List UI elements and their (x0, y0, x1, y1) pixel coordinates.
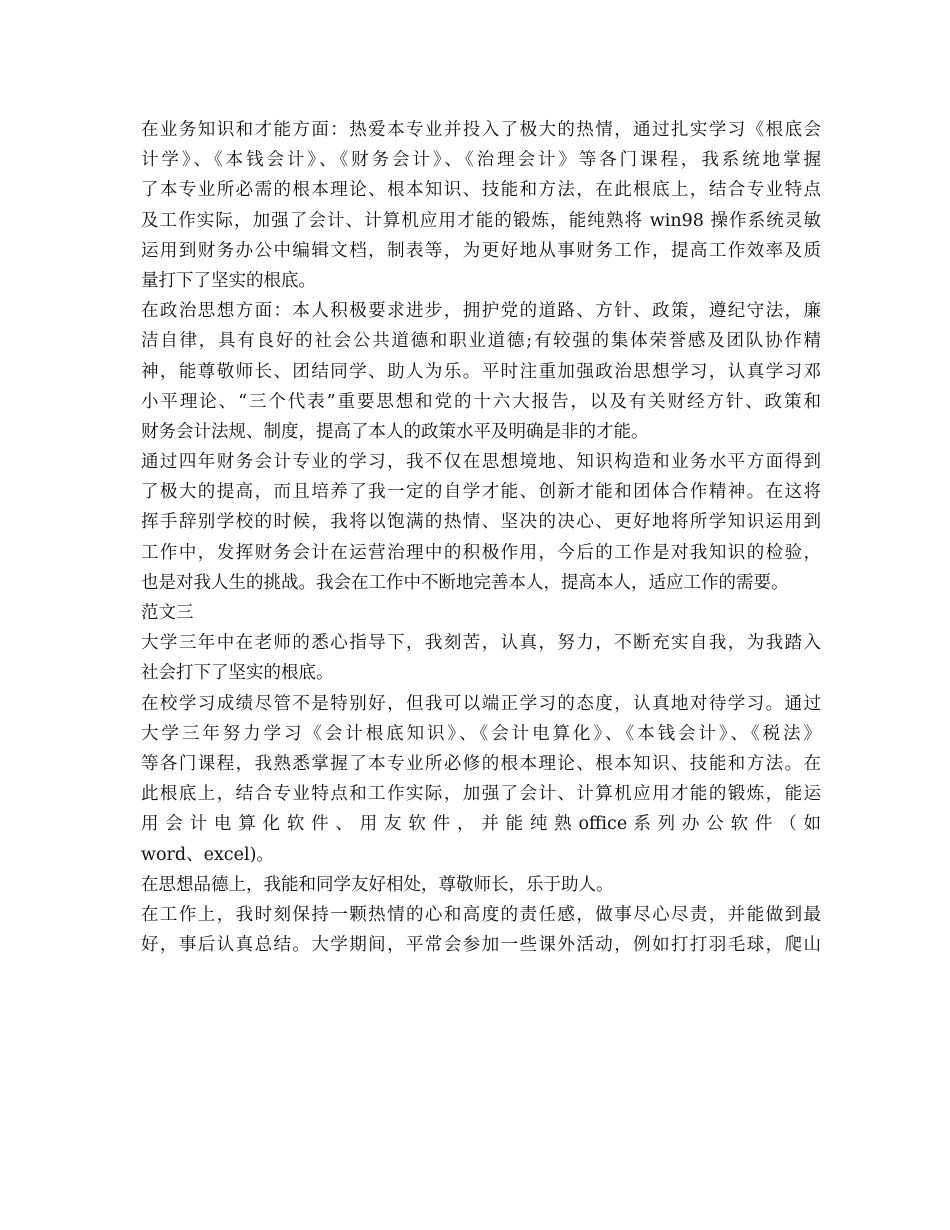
text-line: 在校学习成绩尽管不是特别好，但我可以端正学习的态度，认真地对待学习。通过 (141, 693, 821, 714)
text-line: 用 会 计 电 算 化 软 件 、 用 友 软 件 ， 并 能 纯 熟 office 系 列 办 公 软 件 （ 如 (141, 814, 821, 835)
text-line: 了极大的提高，而且培养了我一定的自学才能、创新才能和团体合作精神。在这将 (141, 482, 821, 503)
text-line: 计学》、《本钱会计》、《财务会计》、《治理会计》等各门课程，我系统地掌握 (141, 150, 821, 171)
text-line: 也是对我人生的挑战。我会在工作中不断地完善本人，提高本人，适应工作的需要。 (141, 572, 789, 593)
text-line: 大学三年中在老师的悉心指导下，我刻苦，认真，努力，不断充实自我，为我踏入 (141, 633, 821, 654)
text-line: 及工作实际，加强了会计、计算机应用才能的锻炼，能纯熟将 win98 操作系统灵敏 (141, 210, 821, 231)
text-line: 在思想品德上，我能和同学友好相处，尊敬师长，乐于助人。 (141, 874, 614, 895)
text-line: 量打下了坚实的根底。 (141, 270, 316, 291)
text-line: 好，事后认真总结。大学期间，平常会参加一些课外活动，例如打打羽毛球，爬山 (141, 935, 821, 956)
text-line: 在工作上，我时刻保持一颗热情的心和高度的责任感，做事尽心尽责，并能做到最 (141, 904, 821, 925)
text-line: 了本专业所必需的根本理论、根本知识、技能和方法，在此根底上，结合专业特点 (141, 180, 821, 201)
text-line: 通过四年财务会计专业的学习，我不仅在思想境地、知识构造和业务水平方面得到 (141, 452, 821, 473)
text-line: 社会打下了坚实的根底。 (141, 663, 334, 684)
text-line: word、excel)。 (141, 844, 274, 865)
text-line: 在政治思想方面：本人积极要求进步，拥护党的道路、方针、政策，遵纪守法，廉 (141, 301, 821, 322)
text-line: 在业务知识和才能方面：热爱本专业并投入了极大的热情，通过扎实学习《根底会 (141, 120, 821, 140)
text-line: 大学三年努力学习《会计根底知识》、《会计电算化》、《本钱会计》、《税法》 (141, 723, 821, 744)
document-body (141, 115, 821, 960)
text-line: 神，能尊敬师长、团结同学、助人为乐。平时注重加强政治思想学习，认真学习邓 (141, 361, 821, 382)
text-line: 财务会计法规、制度，提高了本人的政策水平及明确是非的才能。 (141, 421, 649, 442)
text-line: 小平理论、“三个代表”重要思想和党的十六大报告，以及有关财经方针、政策和 (141, 391, 821, 412)
text-line: 挥手辞别学校的时候，我将以饱满的热情、坚决的决心、更好地将所学知识运用到 (141, 512, 821, 533)
text-line: 洁自律，具有良好的社会公共道德和职业道德;有较强的集体荣誉感及团队协作精 (141, 331, 821, 352)
text-line: 等各门课程，我熟悉掌握了本专业所必修的根本理论、根本知识、技能和方法。在 (141, 753, 821, 774)
text-line: 工作中，发挥财务会计在运营治理中的积极作用，今后的工作是对我知识的检验， (141, 542, 821, 563)
text-line: 运用到财务办公中编辑文档，制表等，为更好地从事财务工作，提高工作效率及质 (141, 240, 821, 261)
text-line: 此根底上，结合专业特点和工作实际，加强了会计、计算机应用才能的锻炼，能运 (141, 784, 821, 805)
section-heading: 范文三 (141, 603, 194, 623)
